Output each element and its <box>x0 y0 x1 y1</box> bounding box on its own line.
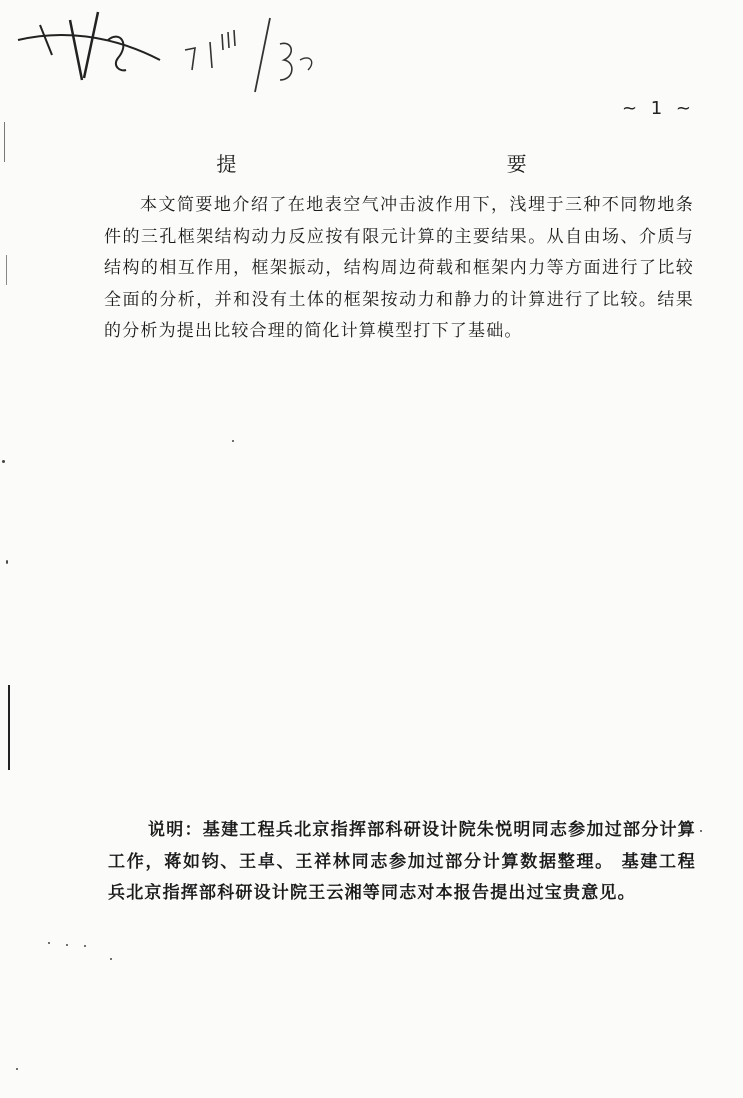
left-margin-mark <box>6 255 7 285</box>
handwritten-annotation <box>0 0 360 110</box>
scan-speck <box>110 958 112 960</box>
scan-speck <box>6 560 8 564</box>
scan-speck <box>48 942 50 944</box>
page-number: ~ 1 ~ <box>621 98 695 119</box>
left-margin-mark <box>4 122 5 162</box>
scan-speck <box>16 1068 18 1070</box>
left-margin-mark <box>8 685 10 770</box>
scan-speck <box>232 440 234 442</box>
acknowledgment-note: 说明：基建工程兵北京指挥部科研设计院朱悦明同志参加过部分计算工作，蒋如钧、王卓、王祥林同志参加过部分计算数据整理。 基建工程兵北京指挥部科研设计院王云湘等同志对本报告提出过宝贵意见。 <box>108 820 696 903</box>
scan-speck <box>2 460 5 463</box>
scan-speck <box>84 945 86 947</box>
abstract-paragraph: 本文简要地介绍了在地表空气冲击波作用下，浅埋于三种不同物地条件的三孔框架结构动力反应按有限元计算的主要结果。从自由场、介质与结构的相互作用，框架振动，结构周边荷载和框架内力等方面进行了比较全面的分析，并和没有土体的框架按动力和静力的计算进行了比较。结果的分析为提出比较合理的简化计算模型打下了基础。 <box>104 195 694 341</box>
scan-speck <box>66 944 68 946</box>
scan-speck <box>700 830 702 832</box>
page-title: 提 要 <box>216 152 659 176</box>
